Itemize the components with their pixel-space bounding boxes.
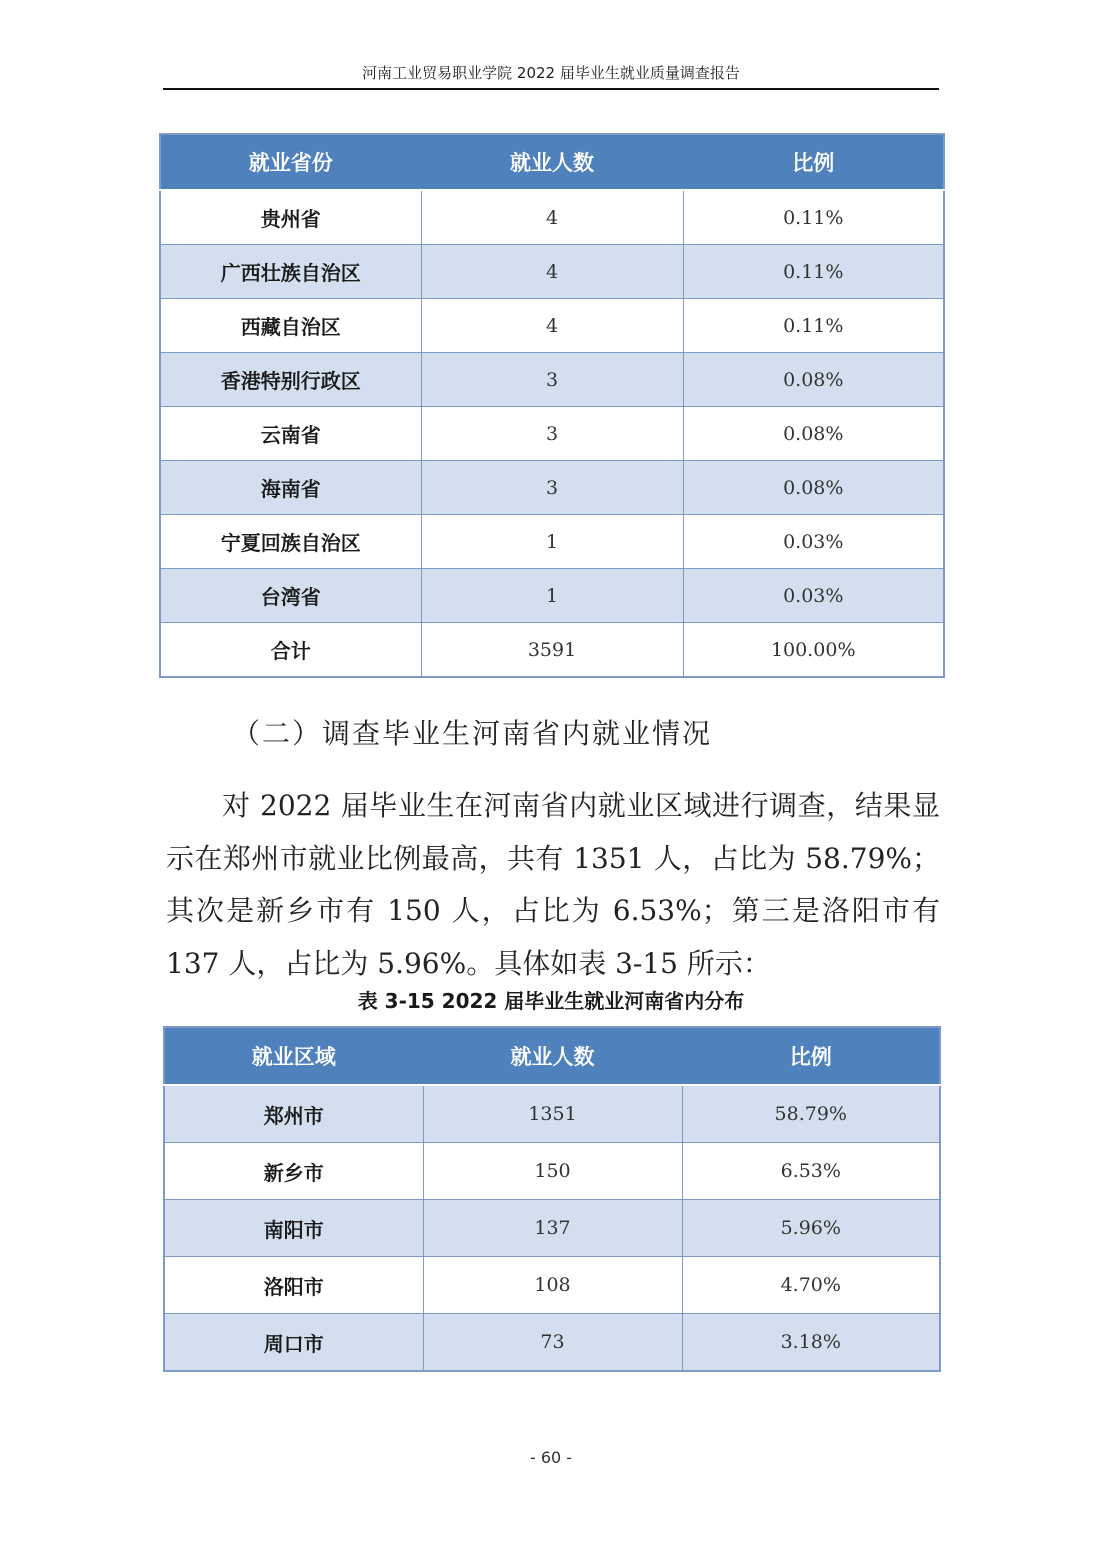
region-name: 洛阳市: [164, 1257, 423, 1314]
table-row: [164, 1085, 940, 1143]
table-row: [164, 1257, 940, 1314]
employment-ratio: 0.11%: [683, 299, 944, 353]
employment-count: 4: [421, 190, 683, 245]
table-row: [164, 1143, 940, 1200]
province-name: 台湾省: [160, 569, 421, 623]
table-row: [160, 353, 944, 407]
employment-count: 3: [421, 353, 683, 407]
employment-ratio: 0.08%: [683, 407, 944, 461]
table-caption: 表 3-15 2022 届毕业生就业河南省内分布: [357, 989, 745, 1013]
header-divider: [163, 88, 939, 90]
page-number: - 60 -: [529, 1448, 573, 1467]
employment-count: 150: [423, 1143, 682, 1200]
table-header-row: [160, 134, 944, 190]
employment-ratio: 0.08%: [683, 353, 944, 407]
province-name: 贵州省: [160, 190, 421, 245]
total-label: 合计: [160, 623, 421, 678]
table-row: [160, 190, 944, 245]
henan-region-employment-table: [163, 1026, 941, 1372]
page-header-title: 河南工业贸易职业学院 2022 届毕业生就业质量调查报告: [362, 64, 740, 82]
employment-ratio: 3.18%: [682, 1314, 940, 1372]
employment-count: 3: [421, 407, 683, 461]
total-count: 3591: [421, 623, 683, 678]
employment-count: 1: [421, 569, 683, 623]
employment-ratio: 0.03%: [683, 515, 944, 569]
province-name: 宁夏回族自治区: [160, 515, 421, 569]
table-row: [160, 245, 944, 299]
body-paragraph: 对 2022 届毕业生在河南省内就业区域进行调查，结果显示在郑州市就业比例最高，共有 1351 人，占比为 58.79%；其次是新乡市有 150 人，占比为 6.53%；第三是洛阳市有 137 人，占比为 5.96%。具体如表 3-15 所示：: [166, 789, 940, 980]
column-header-ratio: 比例: [683, 134, 944, 190]
employment-count: 73: [423, 1314, 682, 1372]
province-name: 云南省: [160, 407, 421, 461]
employment-count: 108: [423, 1257, 682, 1314]
region-name: 南阳市: [164, 1200, 423, 1257]
employment-count: 4: [421, 245, 683, 299]
employment-ratio: 4.70%: [682, 1257, 940, 1314]
column-header-region: 就业区域: [164, 1027, 423, 1085]
table-row: [160, 407, 944, 461]
employment-count: 3: [421, 461, 683, 515]
employment-count: 1: [421, 515, 683, 569]
region-name: 新乡市: [164, 1143, 423, 1200]
employment-ratio: 58.79%: [682, 1085, 940, 1143]
table-row: [160, 569, 944, 623]
province-name: 海南省: [160, 461, 421, 515]
table-row: [160, 515, 944, 569]
table-total-row: [160, 623, 944, 678]
table-row: [164, 1314, 940, 1372]
province-name: 香港特别行政区: [160, 353, 421, 407]
province-name: 广西壮族自治区: [160, 245, 421, 299]
section-heading: （二）调查毕业生河南省内就业情况: [232, 717, 713, 750]
region-name: 周口市: [164, 1314, 423, 1372]
table-row: [164, 1200, 940, 1257]
employment-ratio: 5.96%: [682, 1200, 940, 1257]
table-row: [160, 299, 944, 353]
column-header-province: 就业省份: [160, 134, 421, 190]
employment-count: 4: [421, 299, 683, 353]
total-ratio: 100.00%: [683, 623, 944, 678]
province-name: 西藏自治区: [160, 299, 421, 353]
employment-ratio: 0.11%: [683, 190, 944, 245]
table-row: [160, 461, 944, 515]
column-header-count: 就业人数: [421, 134, 683, 190]
table-header-row: [164, 1027, 940, 1085]
employment-ratio: 0.03%: [683, 569, 944, 623]
employment-ratio: 0.08%: [683, 461, 944, 515]
column-header-count: 就业人数: [423, 1027, 682, 1085]
province-employment-table: [159, 133, 945, 678]
employment-ratio: 6.53%: [682, 1143, 940, 1200]
column-header-ratio: 比例: [682, 1027, 940, 1085]
region-name: 郑州市: [164, 1085, 423, 1143]
employment-count: 137: [423, 1200, 682, 1257]
employment-count: 1351: [423, 1085, 682, 1143]
employment-ratio: 0.11%: [683, 245, 944, 299]
